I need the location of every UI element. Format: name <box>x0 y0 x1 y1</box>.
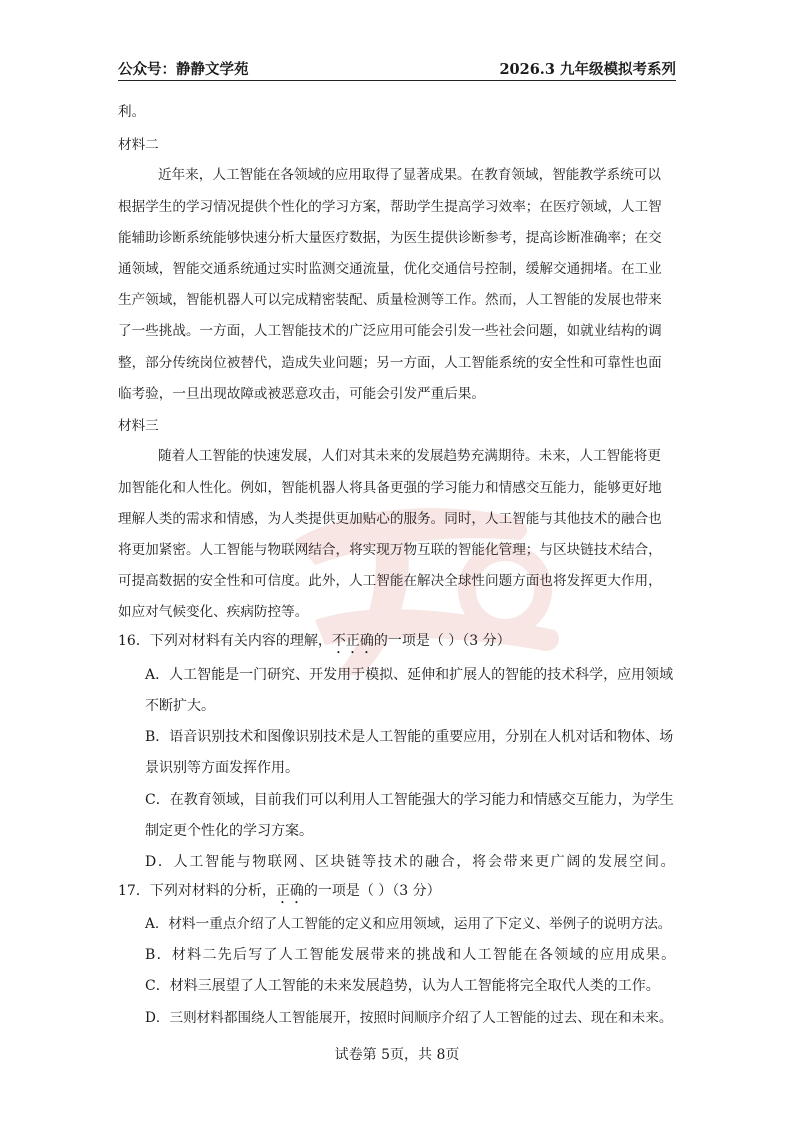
question-16-option-a-cont: 不断扩大。 <box>145 698 215 714</box>
passage-line: 了一些挑战。一方面，人工智能技术的广泛应用可能会引发一些社会问题，如就业结构的调 <box>118 323 662 339</box>
header-source: 公众号：静静文学苑 <box>118 61 249 78</box>
passage-line: 近年来，人工智能在各领域的应用取得了显著成果。在教育领域，智能教学系统可以 <box>158 167 661 183</box>
question-16-option-b: B．语音识别技术和图像识别技术是人工智能的重要应用，分别在人机对话和物体、场 <box>145 729 674 745</box>
question-17-option-b: B．材料二先后写了人工智能发展带来的挑战和人工智能在各领域的应用成果。 <box>145 947 677 963</box>
header-series: 2026.3 九年级模拟考系列 <box>499 61 676 78</box>
question-17-option-c: C．材料三展望了人工智能的未来发展趋势，认为人工智能将完全取代人类的工作。 <box>145 978 660 994</box>
emphasis-correct: 正确 <box>275 883 304 899</box>
passage-line: 如应对气候变化、疾病防控等。 <box>118 604 309 620</box>
passage-line: 将更加紧密。人工智能与物联网结合，将实现万物互联的智能化管理；与区块链技术结合， <box>118 542 662 558</box>
question-16-option-c: C．在教育领域，目前我们可以利用人工智能强大的学习能力和情感交互能力，为学生 <box>145 792 674 808</box>
question-17-option-d: D．三则材料都围绕人工智能展开，按照时间顺序介绍了人工智能的过去、现在和未来。 <box>145 1010 673 1026</box>
question-16-option-b-cont: 景识别等方面发挥作用。 <box>145 760 299 776</box>
passage-line: 根据学生的学习情况提供个性化的学习方案，帮助学生提高学习效率；在医疗领域，人工智 <box>118 199 662 215</box>
passage-line: 随着人工智能的快速发展，人们对其未来的发展趋势充满期待。未来，人工智能将更 <box>158 448 661 464</box>
question-16-option-c-cont: 制定更个性化的学习方案。 <box>145 823 313 839</box>
passage-line: 加智能化和人性化。例如，智能机器人将具备更强的学习能力和情感交互能力，能够更好地 <box>118 480 662 496</box>
page-footer: 试卷第 5页，共 8页 <box>334 1047 460 1063</box>
passage-line: 生产领域，智能机器人可以完成精密装配、质量检测等工作。然而，人工智能的发展也带来 <box>118 292 662 308</box>
passage-line: 利。 <box>118 104 146 120</box>
question-17-stem: 17．下列对材料的分析，正确的一项是（ ）（3 分） <box>118 883 441 899</box>
passage-line: 能辅助诊断系统能够快速分析大量医疗数据，为医生提供诊断参考，提高诊断准确率；在交 <box>118 230 662 246</box>
page-header <box>118 56 676 81</box>
passage-line: 理解人类的需求和情感，为人类提供更加贴心的服务。同时，人工智能与其他技术的融合也 <box>118 511 662 527</box>
question-16-stem: 16．下列对材料有关内容的理解，不正确的一项是（ ）（3 分） <box>118 633 511 649</box>
passage-line: 可提高数据的安全性和可信度。此外，人工智能在解决全球性问题方面也将发挥更大作用， <box>118 573 662 589</box>
passage-line: 整，部分传统岗位被替代，造成失业问题；另一方面，人工智能系统的安全性和可靠性也面 <box>118 355 662 371</box>
question-17-option-a: A．材料一重点介绍了人工智能的定义和应用领域，运用了下定义、举例子的说明方法。 <box>145 916 672 932</box>
section-heading-material-3: 材料三 <box>118 418 159 434</box>
section-heading-material-2: 材料二 <box>118 137 159 153</box>
passage-line: 通领域，智能交通系统通过实时监测交通流量，优化交通信号控制，缓解交通拥堵。在工业 <box>118 261 662 277</box>
question-16-option-d: D．人工智能与物联网、区块链等技术的融合，将会带来更广阔的发展空间。 <box>145 854 677 870</box>
question-16-option-a: A．人工智能是一门研究、开发用于模拟、延伸和扩展人的智能的技术科学，应用领域 <box>145 667 674 683</box>
passage-line: 临考验，一旦出现故障或被恶意攻击，可能会引发严重后果。 <box>118 386 486 402</box>
emphasis-not-correct: 不正确 <box>331 633 374 649</box>
